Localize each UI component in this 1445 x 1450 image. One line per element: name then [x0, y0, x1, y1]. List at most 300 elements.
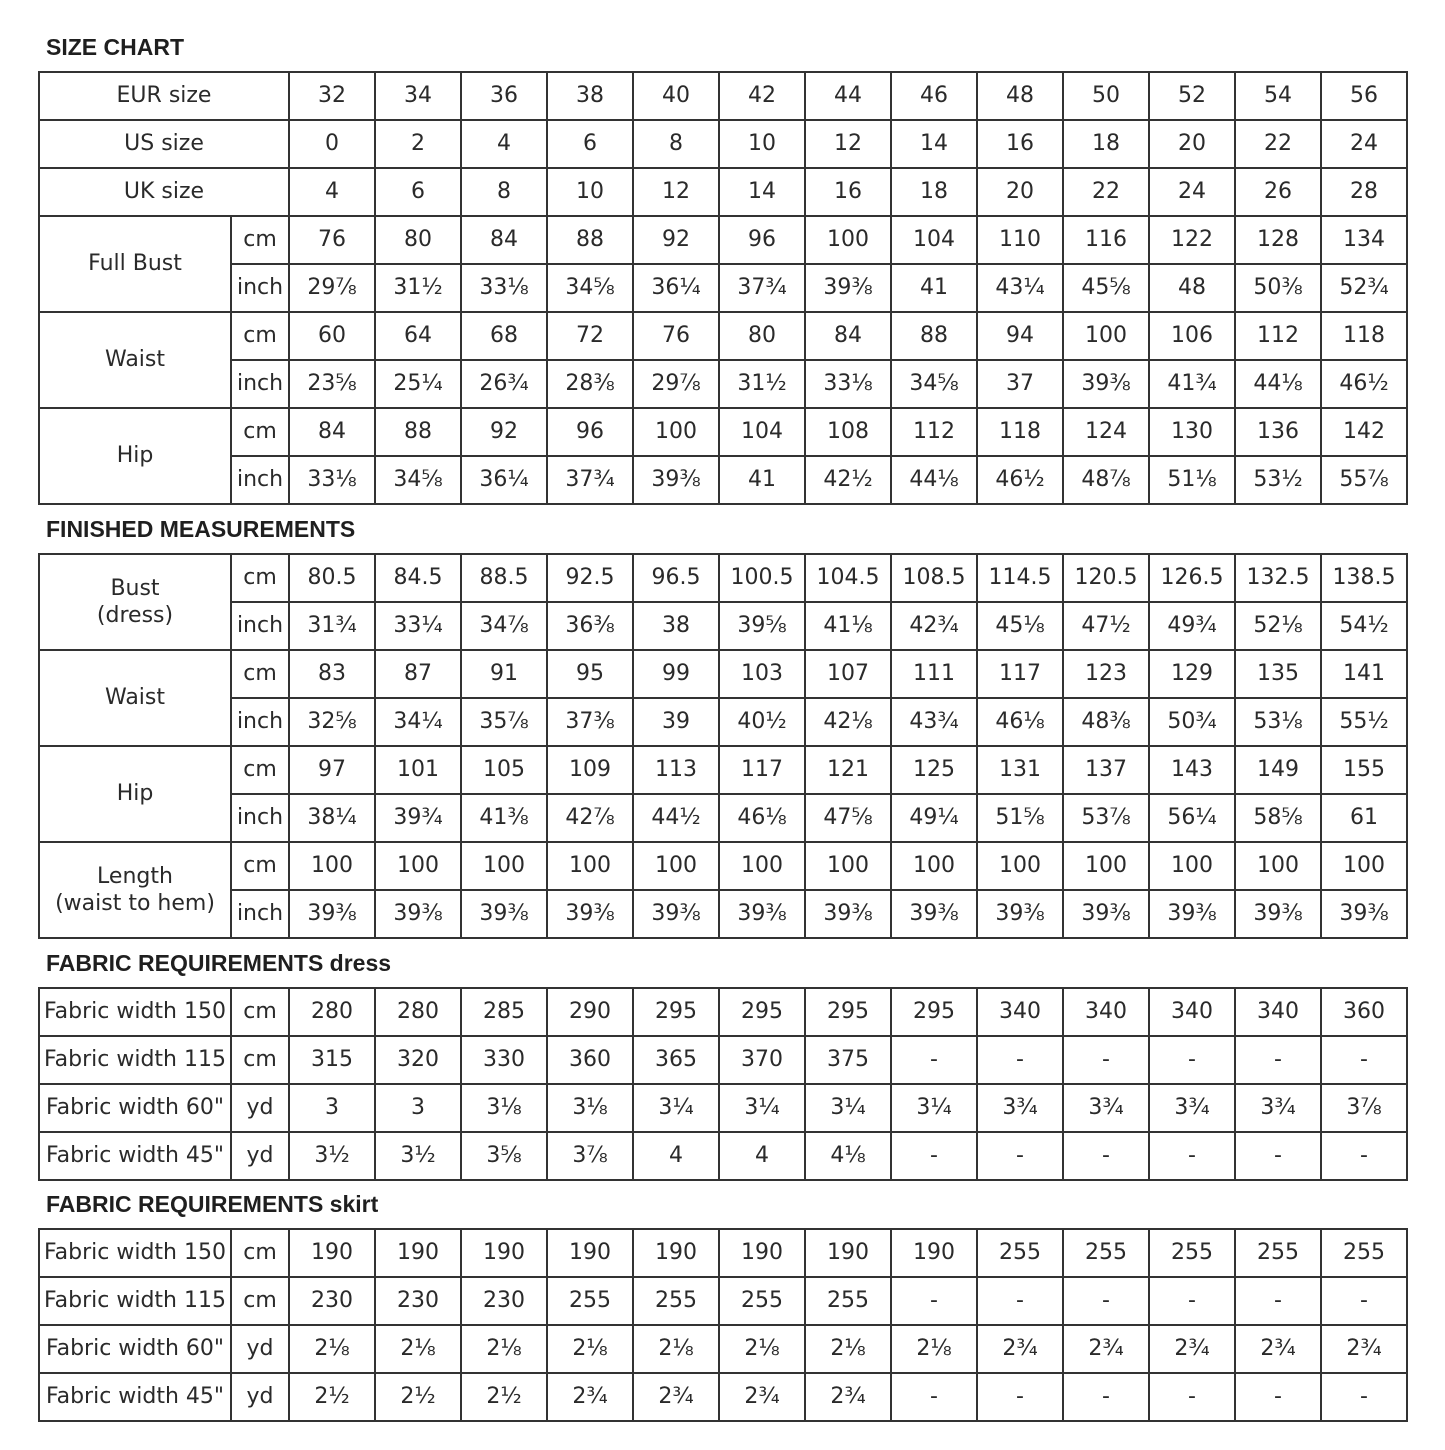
size-row-us — [39, 120, 1407, 168]
measure-value: 26¾ — [461, 360, 547, 408]
finished-value: 100 — [1321, 842, 1407, 890]
size-us-value: 22 — [1235, 120, 1321, 168]
unit-label: inch — [231, 602, 289, 650]
finished-value: 88.5 — [461, 554, 547, 602]
fabric-dress-value: - — [1321, 1036, 1407, 1084]
finished-value: 132.5 — [1235, 554, 1321, 602]
fabric-dress-value: - — [1321, 1132, 1407, 1180]
finished-value: 40½ — [719, 698, 805, 746]
finished-label-main: Length — [97, 863, 173, 889]
fabric-dress-width-label: Fabric width 60" — [39, 1084, 231, 1132]
measure-value: 128 — [1235, 216, 1321, 264]
size-row-eur — [39, 72, 1407, 120]
unit-label: cm — [231, 988, 289, 1036]
measure-value: 72 — [547, 312, 633, 360]
fabric-dress-value: - — [1235, 1036, 1321, 1084]
finished-value: 56¼ — [1149, 794, 1235, 842]
size-us-value: 20 — [1149, 120, 1235, 168]
unit-label: cm — [231, 1036, 289, 1084]
measure-row — [39, 360, 1407, 408]
size-uk-value: 10 — [547, 168, 633, 216]
finished-value: 155 — [1321, 746, 1407, 794]
measure-value: 88 — [891, 312, 977, 360]
finished-value: 149 — [1235, 746, 1321, 794]
measure-value: 43¼ — [977, 264, 1063, 312]
size-label-us: US size — [39, 120, 289, 168]
fabric-dress-value: 3¼ — [719, 1084, 805, 1132]
measure-value: 136 — [1235, 408, 1321, 456]
fabric-skirt-value: 2⅛ — [375, 1325, 461, 1373]
measure-value: 34⅝ — [891, 360, 977, 408]
finished-value: 53⅞ — [1063, 794, 1149, 842]
measure-value: 92 — [461, 408, 547, 456]
fabric-dress-row — [39, 988, 1407, 1036]
fabric-skirt-value: 2¾ — [1149, 1325, 1235, 1373]
size-eur-value: 36 — [461, 72, 547, 120]
fabric-skirt-value: 190 — [719, 1229, 805, 1277]
size-us-value: 8 — [633, 120, 719, 168]
measure-value: 28⅜ — [547, 360, 633, 408]
size-uk-value: 20 — [977, 168, 1063, 216]
finished-value: 95 — [547, 650, 633, 698]
finished-value: 39⅜ — [289, 890, 375, 938]
finished-row — [39, 746, 1407, 794]
size-eur-value: 54 — [1235, 72, 1321, 120]
measure-value: 84 — [805, 312, 891, 360]
fabric-dress-width-label: Fabric width 115 — [39, 1036, 231, 1084]
measure-value: 23⅝ — [289, 360, 375, 408]
finished-value: 47½ — [1063, 602, 1149, 650]
finished-value: 41⅛ — [805, 602, 891, 650]
finished-value: 100 — [891, 842, 977, 890]
finished-label — [39, 842, 231, 938]
size-eur-value: 56 — [1321, 72, 1407, 120]
finished-value: 42⅞ — [547, 794, 633, 842]
fabric-dress-value: 340 — [977, 988, 1063, 1036]
fabric-skirt-title: FABRIC REQUIREMENTS skirt — [46, 1191, 379, 1217]
fabric-dress-value: 3 — [289, 1084, 375, 1132]
measure-value: 96 — [719, 216, 805, 264]
fabric-dress-value: - — [1063, 1132, 1149, 1180]
fabric-dress-row — [39, 1036, 1407, 1084]
measure-value: 44⅛ — [891, 456, 977, 504]
fabric-skirt-value: 2½ — [461, 1373, 547, 1421]
measure-value: 50⅜ — [1235, 264, 1321, 312]
size-uk-value: 14 — [719, 168, 805, 216]
unit-label: cm — [231, 216, 289, 264]
unit-label: inch — [231, 794, 289, 842]
fabric-dress-value: 3⅛ — [547, 1084, 633, 1132]
fabric-dress-value: 360 — [547, 1036, 633, 1084]
measure-value: 48⅞ — [1063, 456, 1149, 504]
finished-value: 36⅜ — [547, 602, 633, 650]
measure-value: 45⅝ — [1063, 264, 1149, 312]
size-chart-title: SIZE CHART — [46, 34, 184, 60]
finished-value: 121 — [805, 746, 891, 794]
measure-value: 64 — [375, 312, 461, 360]
fabric-skirt-value: 255 — [1321, 1229, 1407, 1277]
unit-label: inch — [231, 264, 289, 312]
finished-label-main: Bust — [110, 575, 160, 601]
fabric-dress-value: 3⅞ — [547, 1132, 633, 1180]
fabric-dress-value: 280 — [289, 988, 375, 1036]
fabric-skirt-value: 2⅛ — [289, 1325, 375, 1373]
finished-value: 39⅜ — [719, 890, 805, 938]
finished-value: 39⅜ — [891, 890, 977, 938]
finished-row — [39, 554, 1407, 602]
unit-label: cm — [231, 1229, 289, 1277]
measure-value: 37¾ — [547, 456, 633, 504]
fabric-skirt-value: 255 — [1063, 1229, 1149, 1277]
fabric-skirt-value: 2¾ — [633, 1373, 719, 1421]
finished-value: 96.5 — [633, 554, 719, 602]
finished-value: 61 — [1321, 794, 1407, 842]
fabric-skirt-value: 2½ — [375, 1373, 461, 1421]
fabric-skirt-value: 255 — [547, 1277, 633, 1325]
finished-value: 105 — [461, 746, 547, 794]
measure-label: Waist — [39, 312, 231, 408]
fabric-skirt-value: 2¾ — [1235, 1325, 1321, 1373]
fabric-skirt-value: 2¾ — [1063, 1325, 1149, 1373]
measure-value: 34⅝ — [547, 264, 633, 312]
finished-value: 143 — [1149, 746, 1235, 794]
fabric-dress-value: 370 — [719, 1036, 805, 1084]
measure-value: 80 — [375, 216, 461, 264]
finished-value: 35⅞ — [461, 698, 547, 746]
fabric-skirt-row — [39, 1229, 1407, 1277]
measure-value: 39⅜ — [1063, 360, 1149, 408]
measure-value: 37 — [977, 360, 1063, 408]
finished-label-main: Waist — [104, 685, 166, 711]
finished-value: 100 — [1063, 842, 1149, 890]
finished-value: 38¼ — [289, 794, 375, 842]
size-label-eur: EUR size — [39, 72, 289, 120]
measure-value: 100 — [633, 408, 719, 456]
finished-value: 46⅛ — [977, 698, 1063, 746]
finished-value: 33¼ — [375, 602, 461, 650]
finished-value: 100 — [1235, 842, 1321, 890]
size-uk-value: 12 — [633, 168, 719, 216]
finished-value: 141 — [1321, 650, 1407, 698]
finished-value: 100 — [375, 842, 461, 890]
fabric-dress-value: 3 — [375, 1084, 461, 1132]
measure-value: 92 — [633, 216, 719, 264]
finished-value: 39⅜ — [805, 890, 891, 938]
finished-row — [39, 698, 1407, 746]
fabric-dress-width-label: Fabric width 45" — [39, 1132, 231, 1180]
measure-label: Full Bust — [39, 216, 231, 312]
finished-row — [39, 842, 1407, 890]
measure-value: 60 — [289, 312, 375, 360]
fabric-skirt-value: 190 — [805, 1229, 891, 1277]
finished-value: 39⅜ — [977, 890, 1063, 938]
fabric-dress-title: FABRIC REQUIREMENTS dress — [46, 950, 392, 976]
finished-measurements-title: FINISHED MEASUREMENTS — [46, 516, 356, 542]
finished-value: 52⅛ — [1235, 602, 1321, 650]
fabric-skirt-value: 255 — [1149, 1229, 1235, 1277]
fabric-dress-value: 375 — [805, 1036, 891, 1084]
finished-value: 97 — [289, 746, 375, 794]
fabric-dress-value: 3¼ — [805, 1084, 891, 1132]
measure-value: 88 — [547, 216, 633, 264]
fabric-dress-width-label: Fabric width 150 — [39, 988, 231, 1036]
finished-value: 42⅛ — [805, 698, 891, 746]
finished-value: 108.5 — [891, 554, 977, 602]
finished-value: 113 — [633, 746, 719, 794]
finished-value: 46⅛ — [719, 794, 805, 842]
fabric-dress-value: 295 — [891, 988, 977, 1036]
fabric-dress-value: 3⅞ — [1321, 1084, 1407, 1132]
measure-value: 104 — [891, 216, 977, 264]
fabric-skirt-value: - — [1321, 1277, 1407, 1325]
fabric-skirt-value: 2⅛ — [805, 1325, 891, 1373]
measure-value: 41¾ — [1149, 360, 1235, 408]
fabric-dress-value: 330 — [461, 1036, 547, 1084]
finished-value: 34¼ — [375, 698, 461, 746]
measure-value: 134 — [1321, 216, 1407, 264]
fabric-skirt-value: 190 — [633, 1229, 719, 1277]
fabric-dress-value: 4 — [719, 1132, 805, 1180]
unit-label: cm — [231, 746, 289, 794]
size-eur-value: 40 — [633, 72, 719, 120]
unit-label: inch — [231, 890, 289, 938]
fabric-dress-value: 365 — [633, 1036, 719, 1084]
measure-value: 104 — [719, 408, 805, 456]
measure-value: 31½ — [719, 360, 805, 408]
measure-value: 48 — [1149, 264, 1235, 312]
measure-row — [39, 408, 1407, 456]
finished-value: 51⅝ — [977, 794, 1063, 842]
fabric-dress-value: 280 — [375, 988, 461, 1036]
measure-label: Hip — [39, 408, 231, 504]
size-uk-value: 24 — [1149, 168, 1235, 216]
finished-value: 100.5 — [719, 554, 805, 602]
size-us-value: 0 — [289, 120, 375, 168]
finished-value: 129 — [1149, 650, 1235, 698]
size-eur-value: 32 — [289, 72, 375, 120]
finished-value: 55½ — [1321, 698, 1407, 746]
fabric-skirt-value: 2⅛ — [547, 1325, 633, 1373]
finished-label — [39, 746, 231, 842]
fabric-skirt-value: 190 — [289, 1229, 375, 1277]
measure-value: 142 — [1321, 408, 1407, 456]
measure-value: 122 — [1149, 216, 1235, 264]
measure-value: 29⅞ — [289, 264, 375, 312]
fabric-skirt-value: 2⅛ — [461, 1325, 547, 1373]
fabric-skirt-value: - — [891, 1277, 977, 1325]
finished-measurements-table — [38, 553, 1408, 939]
measure-value: 110 — [977, 216, 1063, 264]
finished-value: 117 — [719, 746, 805, 794]
finished-value: 39⅜ — [1149, 890, 1235, 938]
fabric-dress-value: 320 — [375, 1036, 461, 1084]
size-eur-value: 42 — [719, 72, 805, 120]
measure-value: 39⅜ — [633, 456, 719, 504]
fabric-skirt-width-label: Fabric width 150 — [39, 1229, 231, 1277]
measure-value: 36¼ — [633, 264, 719, 312]
fabric-dress-value: - — [1235, 1132, 1321, 1180]
fabric-skirt-table — [38, 1228, 1408, 1422]
finished-value: 50¾ — [1149, 698, 1235, 746]
fabric-skirt-value: - — [1063, 1373, 1149, 1421]
finished-value: 39⅜ — [633, 890, 719, 938]
fabric-skirt-value: 190 — [547, 1229, 633, 1277]
fabric-skirt-width-label: Fabric width 60" — [39, 1325, 231, 1373]
finished-value: 103 — [719, 650, 805, 698]
unit-label: inch — [231, 698, 289, 746]
fabric-dress-row — [39, 1084, 1407, 1132]
measure-value: 130 — [1149, 408, 1235, 456]
measure-value: 39⅜ — [805, 264, 891, 312]
finished-label-main: Hip — [116, 781, 154, 807]
unit-label: cm — [231, 408, 289, 456]
finished-value: 84.5 — [375, 554, 461, 602]
fabric-skirt-value: 2¾ — [1321, 1325, 1407, 1373]
size-us-value: 2 — [375, 120, 461, 168]
finished-value: 100 — [1149, 842, 1235, 890]
finished-value: 43¾ — [891, 698, 977, 746]
finished-row — [39, 602, 1407, 650]
finished-value: 39¾ — [375, 794, 461, 842]
fabric-dress-row — [39, 1132, 1407, 1180]
fabric-skirt-value: 190 — [375, 1229, 461, 1277]
size-us-value: 6 — [547, 120, 633, 168]
fabric-skirt-value: 230 — [375, 1277, 461, 1325]
fabric-skirt-value: 2¾ — [547, 1373, 633, 1421]
fabric-dress-value: 295 — [633, 988, 719, 1036]
finished-value: 58⅝ — [1235, 794, 1321, 842]
fabric-skirt-value: - — [977, 1373, 1063, 1421]
finished-value: 100 — [547, 842, 633, 890]
size-uk-value: 28 — [1321, 168, 1407, 216]
fabric-skirt-value: - — [977, 1277, 1063, 1325]
finished-row — [39, 650, 1407, 698]
size-uk-value: 26 — [1235, 168, 1321, 216]
measure-value: 94 — [977, 312, 1063, 360]
measure-value: 84 — [461, 216, 547, 264]
fabric-skirt-value: 230 — [461, 1277, 547, 1325]
fabric-dress-value: 295 — [719, 988, 805, 1036]
fabric-dress-value: 340 — [1149, 988, 1235, 1036]
finished-value: 111 — [891, 650, 977, 698]
finished-value: 100 — [289, 842, 375, 890]
measure-value: 112 — [891, 408, 977, 456]
fabric-skirt-value: - — [1149, 1277, 1235, 1325]
measure-value: 84 — [289, 408, 375, 456]
fabric-skirt-value: - — [1235, 1373, 1321, 1421]
size-us-value: 18 — [1063, 120, 1149, 168]
size-eur-value: 48 — [977, 72, 1063, 120]
finished-value: 107 — [805, 650, 891, 698]
measure-value: 112 — [1235, 312, 1321, 360]
fabric-skirt-value: - — [1321, 1373, 1407, 1421]
finished-value: 101 — [375, 746, 461, 794]
fabric-dress-value: - — [1149, 1036, 1235, 1084]
size-chart-table — [38, 71, 1408, 505]
unit-label: yd — [231, 1084, 289, 1132]
finished-value: 37⅜ — [547, 698, 633, 746]
size-uk-value: 22 — [1063, 168, 1149, 216]
measure-value: 52¾ — [1321, 264, 1407, 312]
fabric-skirt-value: 190 — [461, 1229, 547, 1277]
finished-value: 99 — [633, 650, 719, 698]
size-uk-value: 16 — [805, 168, 891, 216]
size-uk-value: 4 — [289, 168, 375, 216]
size-uk-value: 6 — [375, 168, 461, 216]
finished-value: 131 — [977, 746, 1063, 794]
finished-value: 117 — [977, 650, 1063, 698]
measure-value: 44⅛ — [1235, 360, 1321, 408]
fabric-dress-value: - — [1149, 1132, 1235, 1180]
unit-label: cm — [231, 554, 289, 602]
finished-value: 39⅜ — [1235, 890, 1321, 938]
finished-label — [39, 554, 231, 650]
fabric-dress-value: - — [891, 1036, 977, 1084]
unit-label: inch — [231, 456, 289, 504]
measure-value: 46½ — [1321, 360, 1407, 408]
finished-value: 100 — [805, 842, 891, 890]
measure-value: 100 — [805, 216, 891, 264]
size-eur-value: 44 — [805, 72, 891, 120]
fabric-dress-value: 290 — [547, 988, 633, 1036]
unit-label: inch — [231, 360, 289, 408]
measure-value: 25¼ — [375, 360, 461, 408]
finished-value: 100 — [977, 842, 1063, 890]
measure-value: 80 — [719, 312, 805, 360]
fabric-dress-value: 4⅛ — [805, 1132, 891, 1180]
finished-value: 39⅜ — [547, 890, 633, 938]
fabric-dress-value: 340 — [1063, 988, 1149, 1036]
finished-value: 34⅞ — [461, 602, 547, 650]
measure-value: 68 — [461, 312, 547, 360]
finished-row — [39, 890, 1407, 938]
fabric-skirt-width-label: Fabric width 45" — [39, 1373, 231, 1421]
size-us-value: 12 — [805, 120, 891, 168]
unit-label: cm — [231, 842, 289, 890]
fabric-skirt-width-label: Fabric width 115 — [39, 1277, 231, 1325]
finished-value: 100 — [633, 842, 719, 890]
finished-value: 38 — [633, 602, 719, 650]
finished-value: 100 — [719, 842, 805, 890]
finished-value: 49¼ — [891, 794, 977, 842]
fabric-skirt-row — [39, 1277, 1407, 1325]
measure-value: 29⅞ — [633, 360, 719, 408]
fabric-skirt-value: 255 — [1235, 1229, 1321, 1277]
measure-value: 37¾ — [719, 264, 805, 312]
finished-value: 87 — [375, 650, 461, 698]
measure-value: 42½ — [805, 456, 891, 504]
fabric-dress-value: 315 — [289, 1036, 375, 1084]
fabric-dress-value: 4 — [633, 1132, 719, 1180]
finished-value: 39⅜ — [1321, 890, 1407, 938]
fabric-dress-value: 3¾ — [1063, 1084, 1149, 1132]
measure-value: 33⅛ — [805, 360, 891, 408]
finished-value: 83 — [289, 650, 375, 698]
fabric-dress-value: - — [977, 1036, 1063, 1084]
size-us-value: 10 — [719, 120, 805, 168]
fabric-dress-value: 3⅛ — [461, 1084, 547, 1132]
size-eur-value: 34 — [375, 72, 461, 120]
measure-value: 53½ — [1235, 456, 1321, 504]
fabric-dress-value: - — [891, 1132, 977, 1180]
measure-value: 96 — [547, 408, 633, 456]
measure-value: 88 — [375, 408, 461, 456]
fabric-skirt-value: 230 — [289, 1277, 375, 1325]
size-uk-value: 18 — [891, 168, 977, 216]
fabric-dress-value: 285 — [461, 988, 547, 1036]
fabric-dress-value: 340 — [1235, 988, 1321, 1036]
unit-label: cm — [231, 312, 289, 360]
